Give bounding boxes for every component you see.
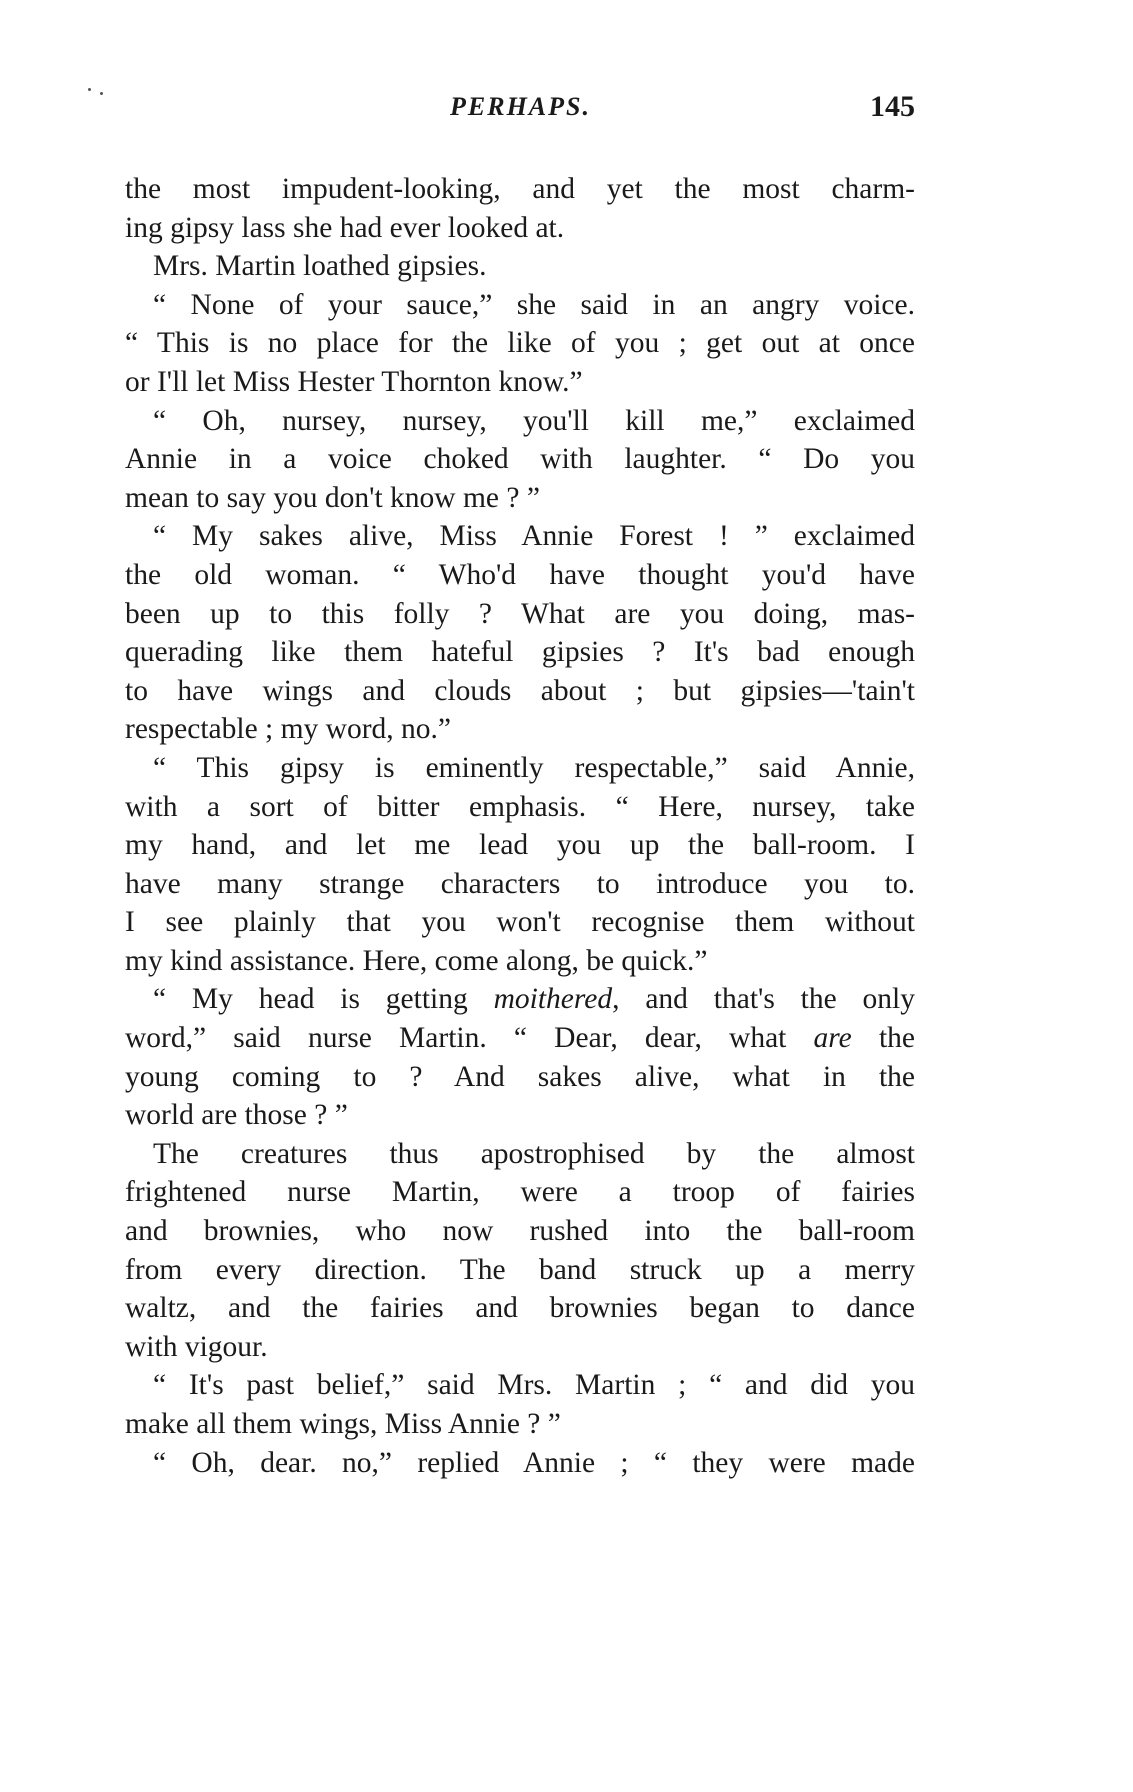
running-title: PERHAPS. xyxy=(450,92,591,121)
text-line: “ This gipsy is eminently respectable,” said Annie, xyxy=(153,751,915,784)
body-text xyxy=(125,170,915,1482)
text-line: young coming to ? And sakes alive, what in the xyxy=(125,1060,915,1093)
page-number: 145 xyxy=(870,90,915,123)
text-line: been up to this folly ? What are you doing, mas- xyxy=(125,597,915,630)
text-line: frightened nurse Martin, were a troop of fairies xyxy=(125,1176,915,1209)
text-line: my hand, and let me lead you up the ball-room. I xyxy=(125,829,915,862)
text-line: or I'll let Miss Hester Thornton know.” xyxy=(125,365,583,398)
text-line: respectable ; my word, no.” xyxy=(125,713,452,746)
text-line: Annie in a voice choked with laughter. “ Do you xyxy=(125,443,915,476)
text-line: word,” said nurse Martin. “ Dear, dear, what are the xyxy=(125,1022,915,1055)
text-line: “ My head is getting moithered, and that's the only xyxy=(153,983,915,1016)
text-line: to have wings and clouds about ; but gipsies—'tain't xyxy=(125,674,915,707)
text-line: querading like them hateful gipsies ? It's bad enough xyxy=(125,636,915,669)
text-line: waltz, and the fairies and brownies began to dance xyxy=(125,1292,915,1325)
text-line: the old woman. “ Who'd have thought you'd have xyxy=(125,558,915,591)
text-line: “ It's past belief,” said Mrs. Martin ; “ and did you xyxy=(153,1369,915,1402)
text-line: Mrs. Martin loathed gipsies. xyxy=(153,250,487,283)
emphasis: moithered xyxy=(493,983,613,1016)
print-speck xyxy=(88,88,91,91)
text-line: ing gipsy lass she had ever looked at. xyxy=(125,211,565,244)
text-line: with a sort of bitter emphasis. “ Here, nursey, take xyxy=(125,790,915,823)
text-line: my kind assistance. Here, come along, be quick.” xyxy=(125,944,708,977)
page-header xyxy=(125,92,915,132)
text-line: “ This is no place for the like of you ; get out at once xyxy=(125,327,915,360)
text-line: The creatures thus apostrophised by the almost xyxy=(153,1137,915,1170)
text-line: make all them wings, Miss Annie ? ” xyxy=(125,1408,561,1440)
emphasis: are xyxy=(813,1022,852,1055)
text-line: “ My sakes alive, Miss Annie Forest ! ” exclaimed xyxy=(153,520,915,553)
text-line: world are those ? ” xyxy=(125,1099,348,1132)
text-line: “ Oh, nursey, nursey, you'll kill me,” exclaimed xyxy=(153,404,915,437)
text-line: from every direction. The band struck up a merry xyxy=(125,1253,915,1286)
text-line: the most impudent-looking, and yet the most charm- xyxy=(125,173,915,205)
text-line: “ None of your sauce,” she said in an angry voice. xyxy=(153,288,915,321)
text-line: have many strange characters to introduce you to. xyxy=(125,867,915,900)
text-line: with vigour. xyxy=(125,1330,268,1363)
text-line: and brownies, who now rushed into the ball-room xyxy=(125,1215,915,1248)
text-line: I see plainly that you won't recognise them without xyxy=(125,906,915,939)
text-line: mean to say you don't know me ? ” xyxy=(125,481,540,514)
text-line: “ Oh, dear. no,” replied Annie ; “ they were made xyxy=(153,1446,915,1479)
print-speck xyxy=(100,92,103,95)
